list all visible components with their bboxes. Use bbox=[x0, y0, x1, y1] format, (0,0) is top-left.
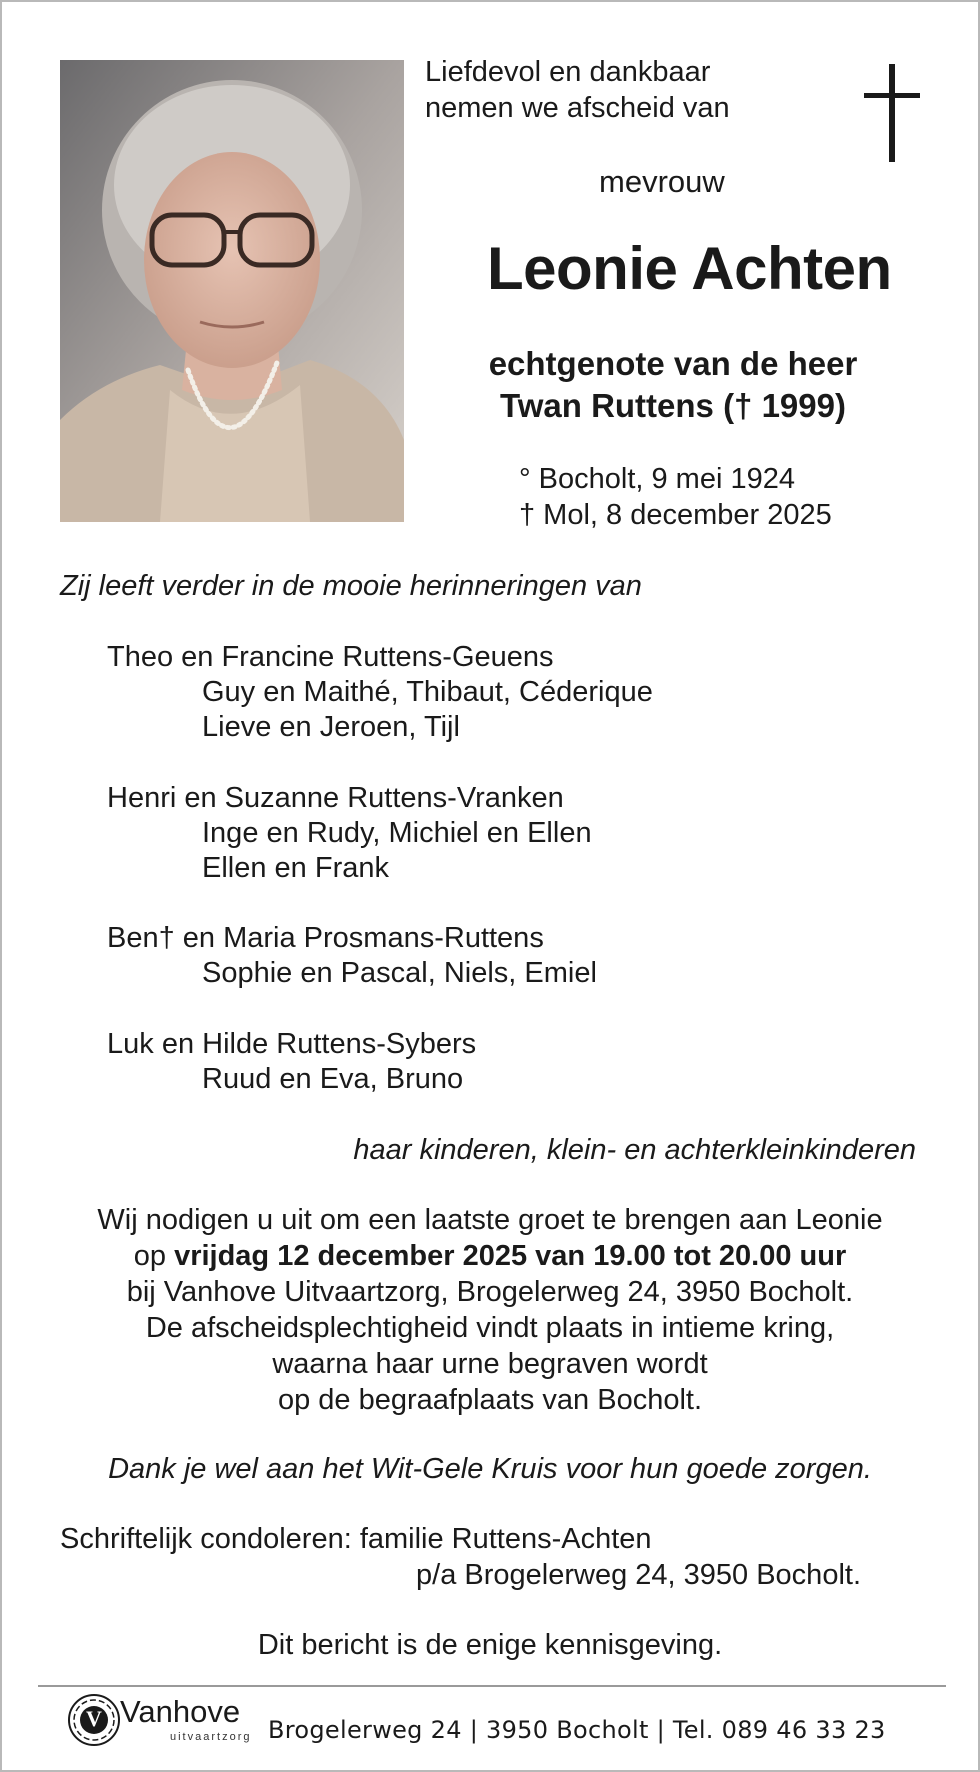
invitation-line-1: Wij nodigen u uit om een laatste groet te brengen aan Leonie bbox=[97, 1204, 883, 1236]
family-children: Lieve en Jeroen, Tijl bbox=[202, 711, 460, 743]
family-children: Guy en Maithé, Thibaut, Céderique bbox=[202, 676, 653, 708]
family-signature: haar kinderen, klein- en achterkleinkinderen bbox=[353, 1134, 916, 1166]
invitation-line-3: bij Vanhove Uitvaartzorg, Brogelerweg 24, 3950 Bocholt. bbox=[126, 1276, 854, 1308]
birth-date: ° Bocholt, 9 mei 1924 bbox=[519, 463, 795, 495]
intro-line-2: nemen we afscheid van bbox=[425, 92, 730, 124]
family-children: Sophie en Pascal, Niels, Emiel bbox=[202, 957, 597, 989]
family-children: Ruud en Eva, Bruno bbox=[202, 1063, 464, 1095]
footer-divider bbox=[38, 1685, 946, 1687]
remembered-by-heading: Zij leeft verder in de mooie herinneringen van bbox=[60, 570, 642, 602]
brand-name: Vanhove bbox=[120, 1694, 241, 1729]
family-parents: Henri en Suzanne Ruttens-Vranken bbox=[107, 782, 564, 814]
family-parents: Luk en Hilde Ruttens-Sybers bbox=[107, 1028, 477, 1060]
family-parents: Theo en Francine Ruttens-Geuens bbox=[107, 641, 554, 673]
portrait-illustration bbox=[60, 60, 404, 522]
family-parents: Ben† en Maria Prosmans-Ruttens bbox=[107, 922, 544, 954]
spouse-line-2: Twan Ruttens († 1999) bbox=[500, 387, 846, 424]
vanhove-logo-icon bbox=[66, 1692, 122, 1748]
footer-contact: Brogelerweg 24 | 3950 Bocholt | Tel. 089 46 33 23 bbox=[268, 1716, 886, 1744]
visitation-time: vrijdag 12 december 2025 van 19.00 tot 20.00 uur bbox=[174, 1240, 847, 1272]
intro-line-1: Liefdevol en dankbaar bbox=[425, 56, 711, 88]
sole-notice: Dit bericht is de enige kennisgeving. bbox=[257, 1629, 723, 1661]
invitation-line-2 bbox=[2, 1239, 978, 1274]
honorific: mevrouw bbox=[599, 164, 725, 199]
portrait-photo bbox=[60, 60, 404, 522]
invitation-prefix: op bbox=[133, 1240, 175, 1272]
condolences-line-1: Schriftelijk condoleren: familie Ruttens-Achten bbox=[60, 1523, 652, 1555]
family-children: Ellen en Frank bbox=[202, 852, 389, 884]
logo-letter: V bbox=[86, 1706, 102, 1731]
invitation-line-6: op de begraafplaats van Bocholt. bbox=[277, 1384, 703, 1416]
invitation-line-4: De afscheidsplechtigheid vindt plaats in intieme kring, bbox=[145, 1312, 835, 1344]
invitation-line-5: waarna haar urne begraven wordt bbox=[272, 1348, 708, 1380]
death-date: † Mol, 8 december 2025 bbox=[519, 499, 832, 531]
brand-subtitle: uitvaartzorg bbox=[170, 1731, 252, 1743]
thanks-note: Dank je wel aan het Wit-Gele Kruis voor hun goede zorgen. bbox=[108, 1453, 872, 1485]
condolences-line-2: p/a Brogelerweg 24, 3950 Bocholt. bbox=[416, 1559, 861, 1591]
cross-icon bbox=[864, 64, 920, 162]
deceased-name: Leonie Achten bbox=[487, 235, 892, 302]
spouse-line-1: echtgenote van de heer bbox=[488, 345, 858, 382]
family-children: Inge en Rudy, Michiel en Ellen bbox=[202, 817, 592, 849]
